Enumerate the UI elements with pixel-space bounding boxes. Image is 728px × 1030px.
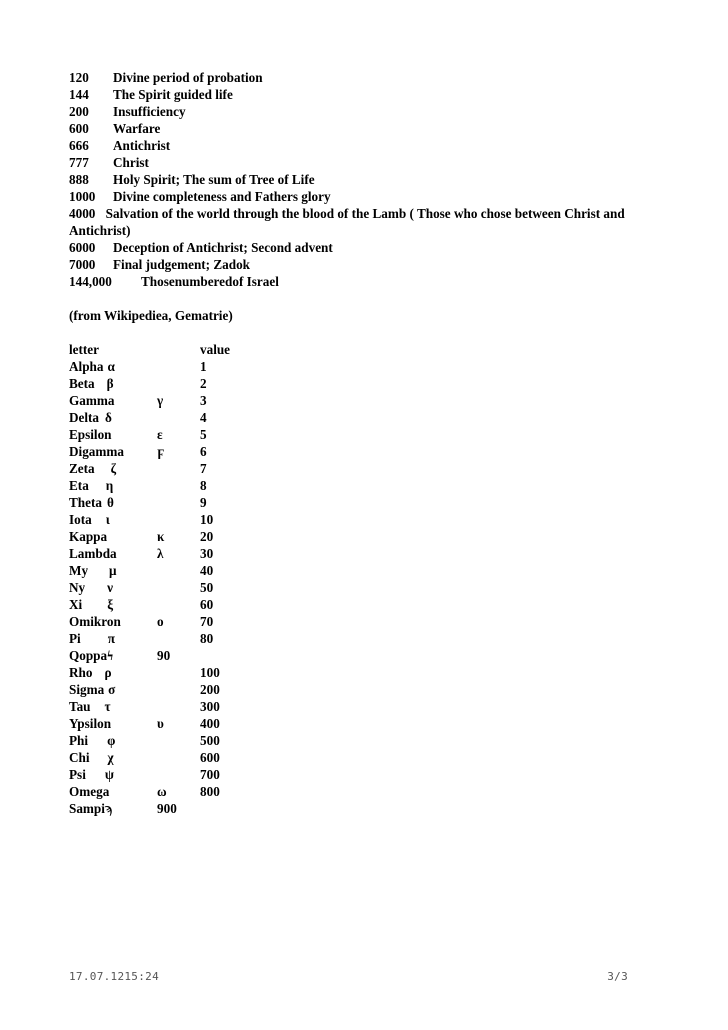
meaning-row — [69, 120, 669, 137]
table-rows — [69, 358, 669, 817]
letter-symbol: ρ — [104, 665, 112, 680]
meaning-text: Antichrist — [113, 138, 171, 153]
letter-value: 9 — [200, 495, 207, 510]
letter-name: Lambda — [69, 546, 117, 561]
meaning-number: 600 — [69, 121, 89, 136]
letter-name: Chi — [69, 750, 90, 765]
meaning-number: 7000 — [69, 257, 96, 272]
meaning-row — [69, 239, 669, 256]
letter-name: Omikron — [69, 614, 121, 629]
table-row — [69, 460, 669, 477]
letter-name: Beta — [69, 376, 95, 391]
letter-name: Epsilon — [69, 427, 112, 442]
letter-name-cell — [69, 732, 200, 749]
letter-value: 2 — [200, 376, 207, 391]
letter-value: 8 — [200, 478, 207, 493]
letter-value: 400 — [200, 716, 220, 731]
table-row — [69, 613, 669, 630]
letter-value: 10 — [200, 512, 214, 527]
table-row — [69, 477, 669, 494]
table-row — [69, 579, 669, 596]
letter-name: Delta — [69, 410, 100, 425]
letter-name-cell — [69, 477, 200, 494]
table-row — [69, 715, 669, 732]
letter-symbol: λ — [157, 546, 164, 561]
meaning-number: 666 — [69, 138, 89, 153]
letter-name: Eta — [69, 478, 89, 493]
letter-name: Theta — [69, 495, 102, 510]
letter-symbol: φ — [107, 733, 116, 748]
table-row — [69, 375, 669, 392]
letter-name: Sigma — [69, 682, 105, 697]
letter-name-cell — [69, 664, 200, 681]
table-row — [69, 783, 669, 800]
header-letter: letter — [69, 342, 100, 357]
table-row — [69, 766, 669, 783]
letter-name: Ypsilon — [69, 716, 112, 731]
letter-symbol: ε — [157, 427, 163, 442]
meaning-number: 144,000 — [69, 274, 112, 289]
meaning-row — [69, 69, 669, 86]
meaning-number: 144 — [69, 87, 89, 102]
letter-name-cell — [69, 409, 200, 426]
letter-value: 900 — [157, 801, 177, 816]
letter-value: 5 — [200, 427, 207, 442]
letter-name: Zeta — [69, 461, 95, 476]
letter-name-cell — [69, 749, 200, 766]
letter-symbol: ϝ — [157, 444, 165, 459]
letter-symbol: υ — [157, 716, 164, 731]
letter-symbol: ϟ — [107, 648, 114, 663]
meaning-row — [69, 273, 669, 290]
letter-name-cell — [69, 460, 200, 477]
letter-name: Ny — [69, 580, 86, 595]
letter-symbol: π — [107, 631, 115, 646]
meaning-number: 888 — [69, 172, 89, 187]
table-row — [69, 630, 669, 647]
letter-name: Kappa — [69, 529, 108, 544]
letter-symbol: σ — [108, 682, 116, 697]
table-row — [69, 426, 669, 443]
meaning-number: 777 — [69, 155, 89, 170]
table-row — [69, 392, 669, 409]
table-row — [69, 545, 669, 562]
letter-symbol: ψ — [104, 767, 114, 782]
letter-symbol: χ — [107, 750, 114, 765]
meaning-number: 6000 — [69, 240, 96, 255]
letter-value: 80 — [200, 631, 214, 646]
meaning-row — [69, 188, 669, 205]
letter-value: 70 — [200, 614, 214, 629]
letter-value: 3 — [200, 393, 207, 408]
meaning-row — [69, 86, 669, 103]
table-row — [69, 681, 669, 698]
letter-name-cell — [69, 494, 200, 511]
meaning-text: Thosenumberedof Israel — [141, 274, 279, 289]
letter-name-cell — [69, 681, 200, 698]
meaning-number: 120 — [69, 70, 89, 85]
meaning-number: 4000 — [69, 206, 96, 221]
letter-symbol: θ — [106, 495, 114, 510]
letter-name: Gamma — [69, 393, 115, 408]
letter-symbol: ι — [105, 512, 110, 527]
letter-name: Qoppa — [69, 648, 108, 663]
letter-name-cell — [69, 358, 200, 375]
table-row — [69, 511, 669, 528]
letter-name-cell — [69, 511, 200, 528]
letter-name: Omega — [69, 784, 110, 799]
letter-symbol: ω — [157, 784, 167, 799]
meaning-text: Final judgement; Zadok — [113, 257, 251, 272]
footer-timestamp: 17.07.1215:24 — [69, 970, 159, 983]
letter-name: Tau — [69, 699, 91, 714]
letter-value: 600 — [200, 750, 220, 765]
table-row — [69, 647, 669, 664]
meaning-text: Divine completeness and Fathers glory — [113, 189, 331, 204]
greek-letter-table — [69, 341, 669, 817]
letter-value: 20 — [200, 529, 214, 544]
table-row — [69, 749, 669, 766]
letter-value: 200 — [200, 682, 220, 697]
letter-name-cell — [69, 562, 200, 579]
letter-value: 1 — [200, 359, 207, 374]
meaning-text: The Spirit guided life — [113, 87, 233, 102]
page-content — [69, 69, 669, 817]
letter-name-cell — [69, 630, 200, 647]
letter-value: 700 — [200, 767, 220, 782]
table-header-row — [69, 341, 669, 358]
table-row — [69, 664, 669, 681]
letter-value: 300 — [200, 699, 220, 714]
letter-name: Rho — [69, 665, 93, 680]
letter-name: Iota — [69, 512, 92, 527]
letter-symbol: α — [107, 359, 115, 374]
letter-symbol: κ — [157, 529, 165, 544]
letter-symbol: δ — [105, 410, 112, 425]
letter-value: 500 — [200, 733, 220, 748]
letter-value: 6 — [200, 444, 207, 459]
letter-name: Pi — [69, 631, 81, 646]
meaning-text: Warfare — [113, 121, 161, 136]
table-row — [69, 358, 669, 375]
meaning-row — [69, 137, 669, 154]
letter-value: 30 — [200, 546, 214, 561]
header-symbol-spacer — [157, 341, 200, 358]
header-value: value — [200, 342, 231, 357]
letter-symbol: μ — [109, 563, 117, 578]
letter-value: 90 — [157, 648, 171, 663]
table-row — [69, 562, 669, 579]
meaning-row — [69, 256, 669, 273]
letter-value: 7 — [200, 461, 207, 476]
table-row — [69, 698, 669, 715]
table-row — [69, 528, 669, 545]
letter-symbol: τ — [104, 699, 111, 714]
letter-name-cell — [69, 596, 200, 613]
letter-symbol: ξ — [107, 597, 114, 612]
meaning-number: 1000 — [69, 189, 96, 204]
letter-value: 800 — [200, 784, 220, 799]
meaning-row — [69, 205, 669, 239]
footer-page-number: 3/3 — [607, 970, 628, 983]
meaning-text: Christ — [113, 155, 149, 170]
letter-name: Phi — [69, 733, 89, 748]
letter-symbol: γ — [157, 393, 164, 408]
letter-symbol: ο — [157, 614, 164, 629]
letter-name-cell — [69, 800, 157, 817]
letter-value: 60 — [200, 597, 214, 612]
letter-value: 50 — [200, 580, 214, 595]
letter-value: 40 — [200, 563, 214, 578]
letter-name: Xi — [69, 597, 83, 612]
table-row — [69, 800, 669, 817]
letter-name: Sampi — [69, 801, 105, 816]
letter-name: My — [69, 563, 89, 578]
letter-name-cell — [69, 375, 200, 392]
meaning-row — [69, 103, 669, 120]
letter-value: 4 — [200, 410, 207, 425]
letter-name-cell — [69, 579, 200, 596]
source-note: (from Wikipediea, Gematrie) — [69, 308, 233, 323]
letter-name-cell — [69, 766, 200, 783]
table-row — [69, 596, 669, 613]
letter-symbol: β — [106, 376, 114, 391]
meaning-text: Salvation of the world through the blood of the Lamb ( Those who chose between Christ and Antichrist) — [69, 206, 625, 238]
table-row — [69, 494, 669, 511]
meaning-number: 200 — [69, 104, 89, 119]
number-meanings-list — [69, 69, 669, 290]
letter-symbol: ν — [107, 580, 114, 595]
meaning-text: Holy Spirit; The sum of Tree of Life — [113, 172, 315, 187]
meaning-row — [69, 154, 669, 171]
meaning-text: Insufficiency — [113, 104, 186, 119]
letter-name-cell — [69, 647, 157, 664]
meaning-text: Divine period of probation — [113, 70, 263, 85]
letter-name: Alpha — [69, 359, 104, 374]
letter-symbol: ϡ — [104, 801, 113, 816]
table-row — [69, 732, 669, 749]
letter-name: Digamma — [69, 444, 124, 459]
letter-value: 100 — [200, 665, 220, 680]
meaning-text: Deception of Antichrist; Second advent — [113, 240, 333, 255]
meaning-row — [69, 171, 669, 188]
table-row — [69, 409, 669, 426]
letter-name-cell — [69, 698, 200, 715]
table-row — [69, 443, 669, 460]
letter-name: Psi — [69, 767, 86, 782]
letter-symbol: η — [105, 478, 114, 493]
letter-symbol: ζ — [110, 461, 117, 476]
